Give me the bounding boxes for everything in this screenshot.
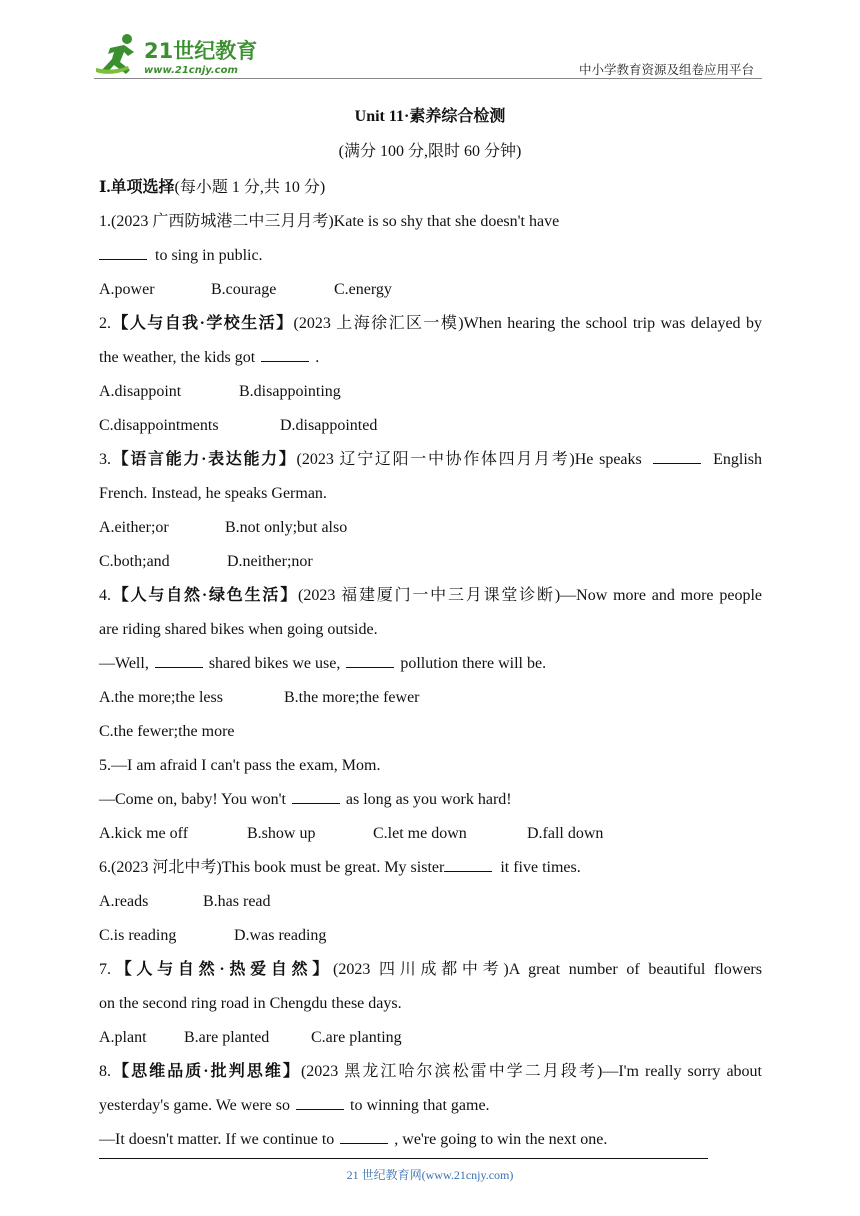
section-heading <box>99 171 762 205</box>
answer-blank[interactable] <box>444 857 492 872</box>
option-a[interactable]: A.disappoint <box>99 383 182 400</box>
logo-url: www.21cnjy.com <box>144 65 238 76</box>
option-c[interactable]: C.disappointments <box>99 417 219 434</box>
answer-blank[interactable] <box>346 653 394 668</box>
answer-blank[interactable] <box>261 347 309 362</box>
question-source: (2023 辽宁辽阳一中协作体四月月考) <box>296 451 575 468</box>
question-8-reply: —It doesn't matter. If we continue to , we're going to win the next one. <box>99 1131 608 1148</box>
question-6-stem: 6.(2023 河北中考)This book must be great. My sister it five times. <box>99 859 581 876</box>
question-6-options <box>99 885 762 919</box>
option-c[interactable]: C.is reading <box>99 927 177 944</box>
question-3-stem: 3.【语言能力·表达能力】(2023 辽宁辽阳一中协作体四月月考)He speaks English <box>99 451 763 468</box>
question-5-reply: —Come on, baby! You won't as long as you work hard! <box>99 791 512 808</box>
answer-blank[interactable] <box>155 653 203 668</box>
question-2-options-cont <box>99 409 762 443</box>
runner-icon <box>96 34 134 74</box>
question-source: (2023 上海徐汇区一模) <box>293 315 464 332</box>
question-4-stem-cont: are riding shared bikes when going outside. <box>99 621 378 638</box>
option-a[interactable]: A.kick me off <box>99 825 189 842</box>
question-2-options <box>99 375 762 409</box>
question-3-stem-cont: French. Instead, he speaks German. <box>99 485 327 502</box>
section-label: Ⅰ.单项选择 <box>99 179 175 196</box>
question-8-stem: 8.【思维品质·批判思维】(2023 黑龙江哈尔滨松雷中学二月段考)—I'm really sorry about <box>99 1063 762 1080</box>
option-d[interactable]: D.fall down <box>527 825 604 842</box>
header-divider <box>94 78 762 79</box>
question-4-stem: 4.【人与自然·绿色生活】(2023 福建厦门一中三月课堂诊断)—Now more and more people <box>99 587 762 604</box>
option-a[interactable]: A.reads <box>99 893 149 910</box>
option-c[interactable]: C.are planting <box>311 1029 402 1046</box>
question-tag: 【人与自我·学校生活】 <box>111 315 294 332</box>
page-subtitle: (满分 100 分,限时 60 分钟) <box>338 143 522 160</box>
option-d[interactable]: D.neither;nor <box>227 553 313 570</box>
question-1-stem-cont: to sing in public. <box>99 239 762 273</box>
option-d[interactable]: D.was reading <box>234 927 327 944</box>
page-header <box>94 30 762 80</box>
footer-divider <box>99 1158 708 1159</box>
question-6-options-cont <box>99 919 762 953</box>
option-b[interactable]: B.are planted <box>184 1029 270 1046</box>
answer-blank[interactable] <box>99 245 147 260</box>
question-5-options <box>99 817 762 851</box>
option-c[interactable]: C.both;and <box>99 553 170 570</box>
question-8-stem-cont: yesterday's game. We were so to winning that game. <box>99 1097 490 1114</box>
question-source: (2023 福建厦门一中三月课堂诊断) <box>298 587 561 604</box>
page-footer: 21 世纪教育网(www.21cnjy.com) <box>346 1168 514 1182</box>
question-3-options-cont <box>99 545 762 579</box>
question-source: (2023 四川成都中考) <box>332 961 509 978</box>
question-source: (2023 河北中考) <box>111 859 222 876</box>
question-tag: 【人与自然·热爱自然】 <box>111 961 333 978</box>
option-d[interactable]: D.disappointed <box>280 417 378 434</box>
question-7-options <box>99 1021 762 1055</box>
option-b[interactable]: B.show up <box>247 825 316 842</box>
question-list <box>99 171 762 1157</box>
question-3-options <box>99 511 762 545</box>
option-c[interactable]: C.energy <box>334 281 392 298</box>
question-2-stem: 2.【人与自我·学校生活】(2023 上海徐汇区一模)When hearing the school trip was delayed by <box>99 315 762 332</box>
option-b[interactable]: B.courage <box>211 281 277 298</box>
answer-blank[interactable] <box>653 449 701 464</box>
question-2-stem-cont: the weather, the kids got . <box>99 349 320 366</box>
question-4-reply: —Well, shared bikes we use, pollution there will be. <box>99 655 547 672</box>
question-7-stem: 7.【人与自然·热爱自然】(2023 四川成都中考)A great number of beautiful flowers <box>99 961 762 978</box>
header-slogan: 中小学教育资源及组卷应用平台 <box>578 62 754 77</box>
option-b[interactable]: B.not only;but also <box>225 519 348 536</box>
question-4-options <box>99 681 762 715</box>
question-1-stem: 1.(2023 广西防城港二中三月月考)Kate is so shy that she doesn't have <box>99 213 560 230</box>
question-tag: 【人与自然·绿色生活】 <box>111 587 299 604</box>
answer-blank[interactable] <box>292 789 340 804</box>
question-7-stem-cont: on the second ring road in Chengdu these days. <box>99 995 402 1012</box>
question-1-options <box>99 273 762 307</box>
logo <box>94 32 259 78</box>
option-c[interactable]: C.the fewer;the more <box>99 723 235 740</box>
question-source: (2023 黑龙江哈尔滨松雷中学二月段考) <box>300 1063 603 1080</box>
option-b[interactable]: B.has read <box>203 893 271 910</box>
option-a[interactable]: A.either;or <box>99 519 169 536</box>
option-c[interactable]: C.let me down <box>373 825 467 842</box>
question-source: (2023 广西防城港二中三月月考) <box>111 213 334 230</box>
question-4-options-cont <box>99 715 762 749</box>
question-tag: 【语言能力·表达能力】 <box>111 451 297 468</box>
option-a[interactable]: A.plant <box>99 1029 147 1046</box>
option-a[interactable]: A.the more;the less <box>99 689 223 706</box>
logo-title: 21世纪教育 <box>144 39 258 63</box>
page-title: Unit 11·素养综合检测 <box>354 108 506 125</box>
question-tag: 【思维品质·批判思维】 <box>111 1063 301 1080</box>
question-5-stem: 5.—I am afraid I can't pass the exam, Mom. <box>99 757 381 774</box>
answer-blank[interactable] <box>296 1095 344 1110</box>
answer-blank[interactable] <box>340 1129 388 1144</box>
option-b[interactable]: B.the more;the fewer <box>284 689 420 706</box>
option-a[interactable]: A.power <box>99 281 155 298</box>
option-b[interactable]: B.disappointing <box>239 383 341 400</box>
section-note: (每小题 1 分,共 10 分) <box>174 179 326 196</box>
